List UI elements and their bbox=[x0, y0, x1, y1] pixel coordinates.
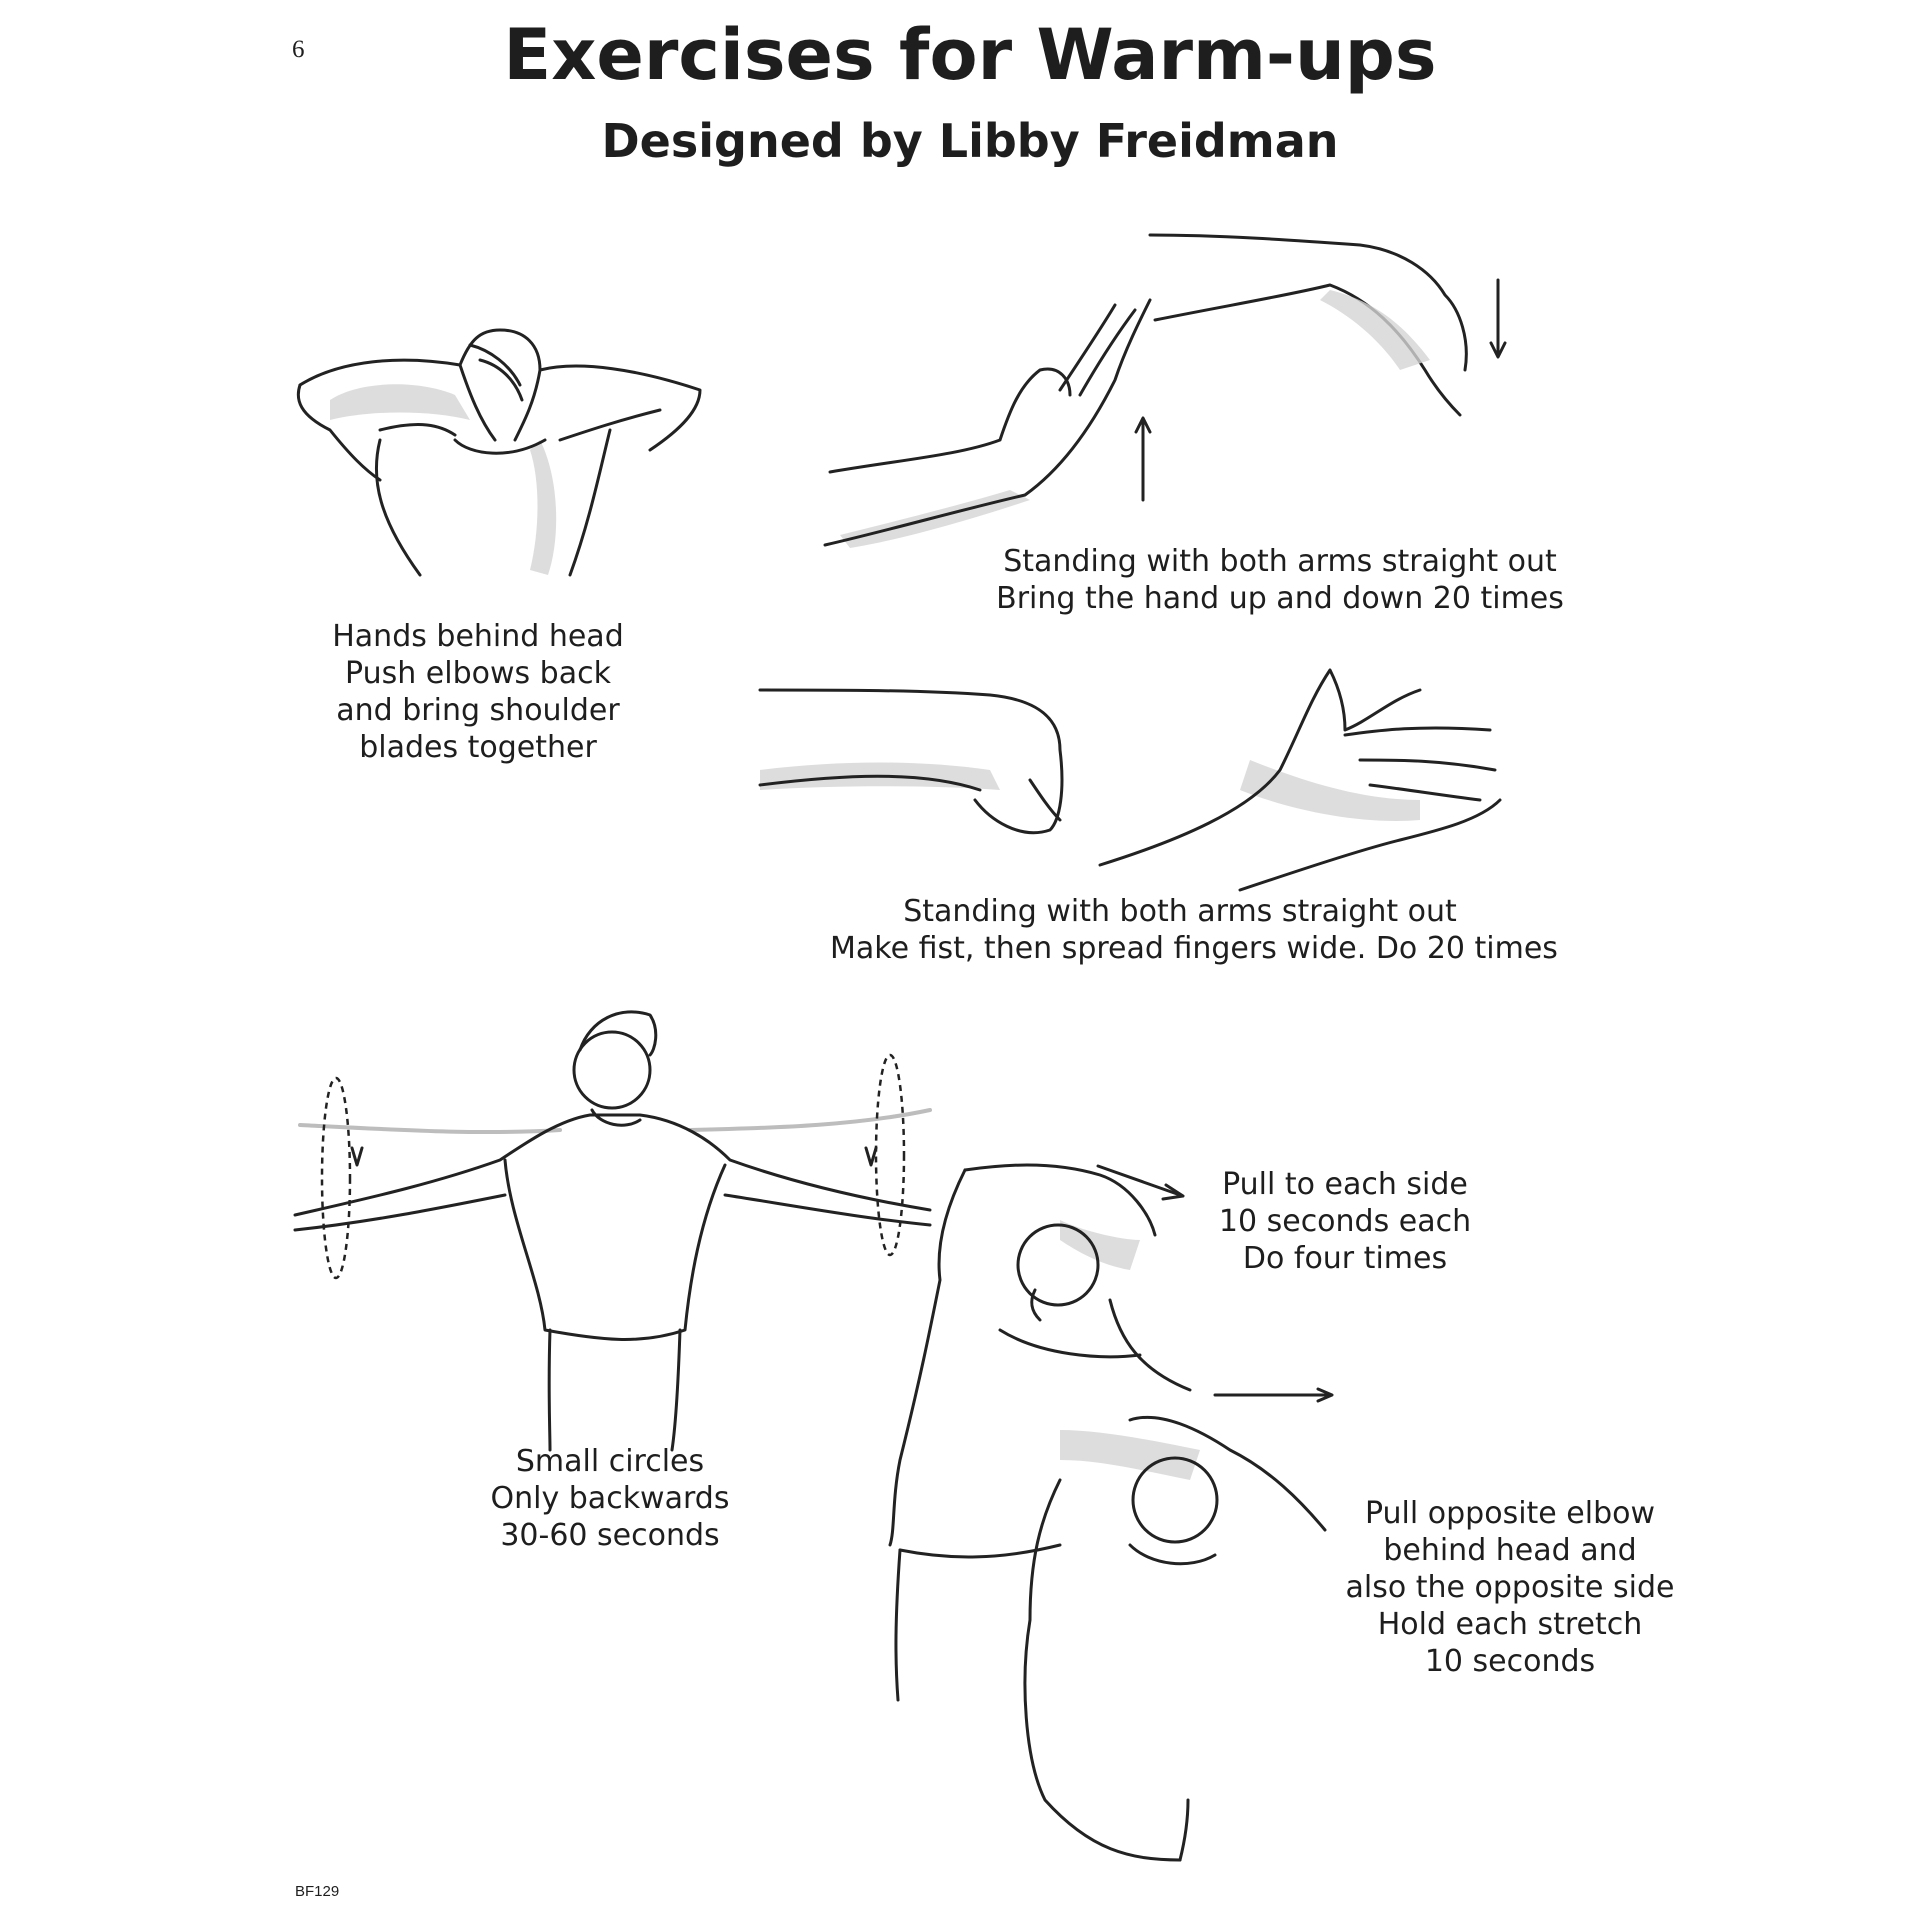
caption-line: 30-60 seconds bbox=[500, 1518, 720, 1553]
caption-line: Hands behind head bbox=[332, 619, 624, 654]
page-number: 6 bbox=[292, 36, 305, 63]
caption-fist-spread bbox=[830, 893, 1558, 967]
caption-wrist-flex bbox=[990, 543, 1570, 617]
caption-line: Only backwards bbox=[490, 1481, 730, 1516]
caption-elbow-pull bbox=[1320, 1495, 1700, 1680]
caption-line: Hold each stretch bbox=[1377, 1607, 1643, 1642]
caption-side-pull bbox=[1210, 1166, 1480, 1277]
elbow-pull-illustration bbox=[1025, 1389, 1332, 1860]
caption-line: Bring the hand up and down 20 times bbox=[996, 581, 1564, 616]
caption-line: blades together bbox=[359, 730, 597, 765]
caption-line: 10 seconds each bbox=[1218, 1204, 1472, 1239]
caption-line: Push elbows back bbox=[345, 656, 611, 691]
wrist-flex-illustration bbox=[825, 235, 1505, 548]
caption-line: also the opposite side bbox=[1345, 1570, 1675, 1605]
side-pull-illustration bbox=[890, 1165, 1190, 1700]
caption-hands-behind-head bbox=[318, 618, 638, 766]
caption-line: Pull opposite elbow bbox=[1364, 1496, 1656, 1531]
caption-line: 10 seconds bbox=[1424, 1644, 1596, 1679]
caption-line: Standing with both arms straight out bbox=[903, 894, 1457, 929]
caption-line: Make fist, then spread fingers wide. Do 20 times bbox=[830, 931, 1558, 966]
document-code: BF129 bbox=[295, 1883, 340, 1900]
caption-line: and bring shoulder bbox=[336, 693, 620, 728]
fist-spread-illustration bbox=[760, 670, 1500, 890]
arm-circles-illustration bbox=[295, 1012, 930, 1450]
page-subtitle: Designed by Libby Freidman bbox=[601, 114, 1339, 168]
caption-line: Standing with both arms straight out bbox=[1003, 544, 1557, 579]
hands-behind-head-illustration bbox=[298, 330, 700, 575]
caption-line: Small circles bbox=[515, 1444, 705, 1479]
caption-line: Pull to each side bbox=[1222, 1167, 1468, 1202]
caption-line: behind head and bbox=[1383, 1533, 1637, 1568]
caption-arm-circles bbox=[470, 1443, 750, 1554]
caption-line: Do four times bbox=[1242, 1241, 1448, 1276]
page-title: Exercises for Warm-ups bbox=[503, 14, 1437, 96]
